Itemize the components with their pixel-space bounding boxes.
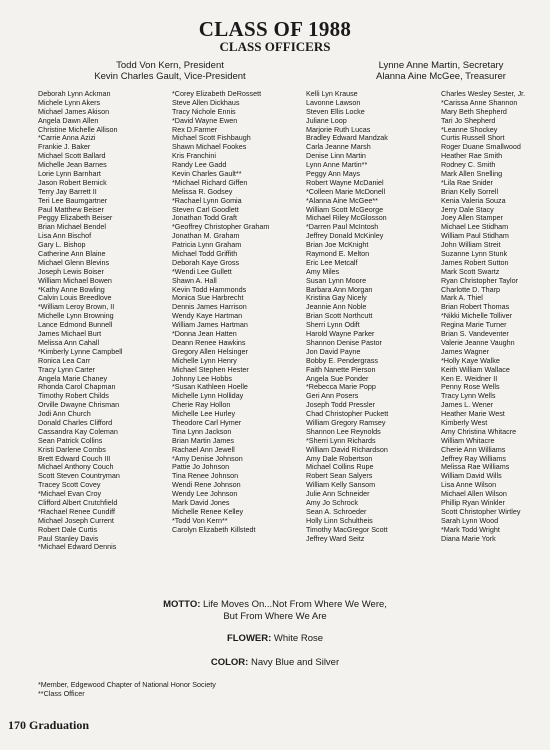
senior-name: Carolyn Elizabeth Killstedt <box>172 524 256 534</box>
senior-name: Amy Jo Schrock <box>306 497 358 507</box>
senior-name: Patricia Lynn Graham <box>172 240 242 250</box>
senior-name: Rodney C. Smith <box>441 160 496 170</box>
footnote-officer: **Class Officer <box>38 689 85 698</box>
senior-name: Charlotte D. Tharp <box>441 284 500 294</box>
senior-name: Barbara Ann Morgan <box>306 284 373 294</box>
senior-name: *Rachael Lynn Gomia <box>172 195 242 205</box>
senior-name: Jeffrey Ward Seitz <box>306 533 365 543</box>
senior-name: Lorie Lynn Barnhart <box>38 169 101 179</box>
senior-name: Pattie Jo Johnson <box>172 462 230 472</box>
senior-name: William Michael Bowen <box>38 275 112 285</box>
senior-name: *Darren Paul McIntosh <box>306 222 379 232</box>
senior-name: Regina Marie Turner <box>441 320 507 330</box>
officers-right <box>356 60 526 82</box>
senior-name: Raymond E. Melton <box>306 249 370 259</box>
senior-name: *Rebecca Marie Popp <box>306 382 376 392</box>
senior-name: Lynn Anne Martin** <box>306 160 368 170</box>
senior-name: Amy Miles <box>306 266 340 276</box>
senior-name: James L. Wener <box>441 400 494 410</box>
senior-name: Roger Duane Smallwood <box>441 142 521 152</box>
senior-name: Curtis Russell Short <box>441 133 505 143</box>
senior-name: Peggy Ann Mays <box>306 169 360 179</box>
senior-name: Paul Matthew Beiser <box>38 204 104 214</box>
senior-name: Geri Ann Posers <box>306 391 359 401</box>
senior-name: William Kelly Sansom <box>306 480 376 490</box>
senior-name: Peggy Elizabeth Beiser <box>38 213 113 223</box>
senior-name: Michael Lee Stidham <box>441 222 509 232</box>
senior-name: James Robert Sutton <box>441 257 509 267</box>
senior-name: Brian Michael Bendel <box>38 222 106 232</box>
senior-name: Joey Allen Stamper <box>441 213 503 223</box>
senior-name: Mark Scott Swartz <box>441 266 500 276</box>
senior-name: Marjorie Ruth Lucas <box>306 124 371 134</box>
senior-name: Brian Joe McKnight <box>306 240 369 250</box>
senior-name: Joseph Todd Pressler <box>306 400 375 410</box>
class-flower <box>0 633 550 644</box>
senior-name: Kelli Lyn Krause <box>306 89 358 98</box>
senior-name: Mark Allen Snelling <box>441 169 503 179</box>
senior-name: Kenia Valeria Souza <box>441 195 506 205</box>
senior-name: Tracy Lynn Carter <box>38 364 95 374</box>
senior-name: Jonathan M. Graham <box>172 231 240 241</box>
senior-name: Melissa Rae Williams <box>441 462 510 472</box>
senior-name: Melissa R. Godsey <box>172 186 233 196</box>
senior-name: John William Streit <box>441 240 501 250</box>
senior-name: Gary L. Bishop <box>38 240 86 250</box>
senior-name: Brian S. Vandeventer <box>441 329 509 339</box>
senior-name: Robert Dale Curtis <box>38 524 98 534</box>
flower-label: FLOWER: <box>226 633 272 644</box>
senior-name: *Nikki Michelle Tolliver <box>441 311 512 321</box>
senior-name: Jerry Dale Stacy <box>441 204 494 214</box>
class-motto <box>0 599 550 623</box>
senior-name: Steven Carl Goodlett <box>172 204 239 214</box>
senior-name: Brian Martin James <box>172 435 234 445</box>
senior-name: Clifford Albert Crutchfield <box>38 497 118 507</box>
officers-left <box>60 60 280 82</box>
senior-name: Teri Lee Baumgartner <box>38 195 108 205</box>
senior-name: *Susan Kathleen Hoelle <box>172 382 248 392</box>
senior-name: Jon David Payne <box>306 346 361 356</box>
senior-name: Eric Lee Metcalf <box>306 257 358 267</box>
senior-name: Juliane Loop <box>306 115 347 125</box>
senior-name: William Scott McGeorge <box>306 204 384 214</box>
senior-name: *Lila Rae Snider <box>441 177 493 187</box>
senior-name: Wendy Kaye Hartman <box>172 311 243 321</box>
senior-name: Charles Wesley Sester, Jr. <box>441 89 526 98</box>
senior-name: Jeffrey Donald McKinley <box>306 231 384 241</box>
senior-name: Deann Renee Hawkins <box>172 337 246 347</box>
senior-name: Frankie J. Baker <box>38 142 91 152</box>
senior-name: Lance Edmond Bunnell <box>38 320 113 330</box>
senior-name: Cherie Ray Hollon <box>172 400 231 410</box>
senior-name: Kristi Darlene Combs <box>38 444 106 454</box>
senior-name: *Holly Kaye Walke <box>441 355 500 365</box>
senior-name: Tracy Nichole Ennis <box>172 106 236 116</box>
senior-name: Heather Rae Smith <box>441 151 503 161</box>
senior-name: *Carrie Anna Azizi <box>38 133 96 143</box>
motto-line-1: Life Moves On...Not From Where We Were, <box>203 599 387 610</box>
senior-name: Suzanne Lynn Stunk <box>441 249 508 259</box>
senior-name: Jonathan Todd Graft <box>172 213 237 223</box>
senior-name: Susan Lynn Moore <box>306 275 367 285</box>
senior-name: Michael Glenn Blevins <box>38 257 110 267</box>
senior-name: Deborah Lynn Ackman <box>38 89 111 98</box>
senior-name: Michael Todd Griffith <box>172 249 238 259</box>
senior-name: Bradley Edward Mandzak <box>306 133 388 143</box>
senior-name: Michelle Lynn Browning <box>38 311 114 321</box>
senior-name: Melissa Ann Cahall <box>38 337 100 347</box>
senior-name: Paul Stanley Davis <box>38 533 99 543</box>
senior-name: *Alanna Aine McGee** <box>306 195 378 205</box>
senior-names <box>38 90 538 600</box>
senior-name: Michelle Renee Kelley <box>172 506 244 516</box>
senior-name: Lisa Anne Wilson <box>441 480 497 490</box>
senior-name: Sherri Lynn Odift <box>306 320 360 330</box>
officer-president: Todd Von Kern, President <box>116 60 224 71</box>
senior-name: Lisa Ann Bischof <box>38 231 92 241</box>
senior-name: Michael Stephen Hester <box>172 364 249 374</box>
senior-name: Calvin Louis Breedlove <box>38 293 112 303</box>
senior-name: Randy Lee Gadd <box>172 160 227 170</box>
senior-name: Sarah Lynn Wood <box>441 515 499 525</box>
officer-treasurer: Alanna Aine McGee, Treasurer <box>376 71 506 82</box>
senior-name: *Rachael Renee Cundiff <box>38 506 115 516</box>
footnote-nhs: *Member, Edgewood Chapter of National Honor Society <box>38 680 216 689</box>
senior-name: Michael Riley McGlosson <box>306 213 387 223</box>
senior-name: Michele Lynn Akers <box>38 97 101 107</box>
senior-name: Monica Sue Harbrecht <box>172 293 244 303</box>
senior-name: *Amy Denise Johnson <box>172 453 243 463</box>
senior-name: Heather Marie West <box>441 409 505 419</box>
senior-name: William David Richardson <box>306 444 388 454</box>
senior-name: Ken E. Weidner II <box>441 373 498 383</box>
senior-name: Cherie Ann Williams <box>441 444 506 454</box>
senior-name: Amy Christina Whitacre <box>441 426 517 436</box>
page-title: CLASS OF 1988 <box>198 17 352 41</box>
senior-name: Jodi Ann Church <box>38 409 91 419</box>
senior-name: Cassandra Kay Coleman <box>38 426 118 436</box>
class-color <box>0 657 550 668</box>
senior-name: Angela Marie Chaney <box>38 373 108 383</box>
senior-name: Shannon Denise Pastor <box>306 337 382 347</box>
senior-name: Brian Robert Thomas <box>441 302 510 312</box>
senior-name: Lavonne Lawson <box>306 97 361 107</box>
senior-name: Shawn Michael Fookes <box>172 142 247 152</box>
senior-name: Tracy Lynn Wells <box>441 391 496 401</box>
senior-name: Tina Renee Johnson <box>172 471 239 481</box>
senior-name: Gregory Allen Helsinger <box>172 346 248 356</box>
senior-name: Michelle Lynn Henry <box>172 355 237 365</box>
senior-name: Sean Patrick Collins <box>38 435 103 445</box>
senior-name: Wendy Lee Johnson <box>172 489 238 499</box>
senior-name: Rex D.Farmer <box>172 124 218 134</box>
senior-name: *Leanne Shockey <box>441 124 498 134</box>
senior-name: Jeannie Ann Noble <box>306 302 367 312</box>
senior-name: Scott Steven Countryman <box>38 471 120 481</box>
senior-name: *Kimberly Lynne Campbell <box>38 346 123 356</box>
senior-name: William Whitacre <box>441 435 495 445</box>
page-subtitle: CLASS OFFICERS <box>219 39 331 54</box>
names-column-2 <box>172 90 269 535</box>
senior-name: Michael Joseph Current <box>38 515 114 525</box>
senior-name: *Michael Richard Giffen <box>172 177 248 187</box>
senior-name: Chad Christopher Puckett <box>306 409 389 419</box>
senior-name: Jason Robert Bernick <box>38 177 107 187</box>
senior-name: *Michael Edward Dennis <box>38 542 117 552</box>
senior-name: Mark A. Thiel <box>441 293 483 303</box>
senior-name: Angela Dawn Allen <box>38 115 99 125</box>
senior-name: *David Wayne Ewen <box>172 115 238 125</box>
senior-name: *William Leroy Brown, II <box>38 302 115 312</box>
flower-value: White Rose <box>273 633 324 644</box>
senior-name: Brian Scott Northcutt <box>306 311 373 321</box>
senior-name: Robert Wayne McDaniel <box>306 177 384 187</box>
senior-name: Steven Ellis Locke <box>306 106 365 116</box>
color-value: Navy Blue and Silver <box>250 657 340 668</box>
senior-name: *Kathy Anne Bowling <box>38 284 105 294</box>
motto-label: MOTTO: <box>163 599 201 610</box>
senior-name: Christine Michelle Allison <box>38 124 118 134</box>
senior-name: Mary Beth Shepherd <box>441 106 507 116</box>
senior-name: Tina Lynn Jackson <box>172 426 232 436</box>
senior-name: Tracey Scott Covey <box>38 480 101 490</box>
senior-name: Michelle Lee Hurley <box>172 409 236 419</box>
senior-name: *Corey Elizabeth DeRossett <box>172 89 262 98</box>
senior-name: Brett Edward Couch III <box>38 453 111 463</box>
senior-name: *Wendi Lee Gullett <box>172 266 232 276</box>
senior-name: Michael Allen Wilson <box>441 489 507 499</box>
names-column-1 <box>38 90 122 552</box>
senior-name: Kevin Charles Gault** <box>172 169 242 179</box>
senior-name: Julie Ann Schneider <box>306 489 370 499</box>
senior-name: *Donna Jean Hatten <box>172 329 237 339</box>
senior-name: Rachael Ann Jewell <box>172 444 235 454</box>
senior-name: Deborah Kaye Gross <box>172 257 240 267</box>
senior-name: Michelle Jean Barnes <box>38 160 107 170</box>
senior-name: Brian Kelly Sorrell <box>441 186 499 196</box>
senior-name: Harold Wayne Parker <box>306 329 375 339</box>
senior-name: Michael Scott Ballard <box>38 151 106 161</box>
senior-name: Donald Charles Clifford <box>38 417 113 427</box>
senior-name: Diana Marie York <box>441 533 496 543</box>
senior-name: Sean A. Schroeder <box>306 506 367 516</box>
officer-vice-president: Kevin Charles Gault, Vice-President <box>94 71 246 82</box>
senior-name: Michael Collins Rupe <box>306 462 374 472</box>
senior-name: Theodore Carl Hymer <box>172 417 242 427</box>
senior-name: Robert Sean Salyers <box>306 471 373 481</box>
senior-name: William Gregory Ramsey <box>306 417 386 427</box>
senior-name: Michelle Lynn Holliday <box>172 391 244 401</box>
senior-name: Timothy MacGregor Scott <box>306 524 388 534</box>
color-label: COLOR: <box>210 657 249 668</box>
senior-name: Johnny Lee Hobbs <box>172 373 232 383</box>
senior-name: Kimberly West <box>441 417 488 427</box>
senior-name: Faith Nanette Pierson <box>306 364 376 374</box>
senior-name: Tari Jo Shepherd <box>441 115 496 125</box>
senior-name: Michael James Akison <box>38 106 110 116</box>
senior-name: Shannon Lee Reynolds <box>306 426 381 436</box>
senior-name: Ryan Christopher Taylor <box>441 275 518 285</box>
senior-name: Amy Dale Robertson <box>306 453 373 463</box>
senior-name: Catherine Ann Blaine <box>38 249 106 259</box>
page-footer: 170 Graduation <box>8 718 90 732</box>
senior-name: James Michael Burt <box>38 329 102 339</box>
senior-name: Timothy Robert Childs <box>38 391 109 401</box>
senior-name: Shawn A. Hall <box>172 275 217 285</box>
senior-name: Jeffrey Ray Williams <box>441 453 506 463</box>
senior-name: Dennis James Harrison <box>172 302 247 312</box>
senior-name: Kris Franchini <box>172 151 216 161</box>
senior-name: Angela Sue Ponder <box>306 373 369 383</box>
senior-name: Valerie Jeanne Vaughn <box>441 337 515 347</box>
senior-name: *Colleen Marie McDonell <box>306 186 386 196</box>
senior-name: Bobby E. Pendergrass <box>306 355 378 365</box>
senior-name: *Michael Evan Croy <box>38 489 102 499</box>
senior-name: Holly Linn Schultheis <box>306 515 373 525</box>
senior-name: Joseph Lewis Boiser <box>38 266 104 276</box>
senior-name: *Carissa Anne Shannon <box>441 97 518 107</box>
senior-name: Kristina Gay Nicely <box>306 293 367 303</box>
senior-name: Denise Linn Martin <box>306 151 366 161</box>
senior-name: Ronica Lea Carr <box>38 355 91 365</box>
senior-name: Kevin Todd Hammonds <box>172 284 247 294</box>
senior-name: Michael Anthony Couch <box>38 462 114 472</box>
senior-name: William Paul Stidham <box>441 231 509 241</box>
senior-name: *Mark Todd Wright <box>441 524 500 534</box>
senior-name: Michael Scott Fishbaugh <box>172 133 251 143</box>
senior-name: *Todd Von Kern** <box>172 515 228 525</box>
senior-name: Penny Rose Wells <box>441 382 500 392</box>
senior-name: James Wagner <box>441 346 490 356</box>
senior-name: *Sherri Lynn Richards <box>306 435 376 445</box>
senior-name: William James Hartman <box>172 320 248 330</box>
senior-name: Keith William Wallace <box>441 364 510 374</box>
senior-name: Carla Jeanne Marsh <box>306 142 371 152</box>
officer-secretary: Lynne Anne Martin, Secretary <box>378 60 504 71</box>
senior-name: Steve Allen Dickhaus <box>172 97 240 107</box>
senior-name: Scott Christopher Wirtley <box>441 506 521 516</box>
senior-name: Rhonda Carol Chapman <box>38 382 116 392</box>
senior-name: *Geoffrey Christopher Graham <box>172 222 270 232</box>
senior-name: Orville Dwayne Chrisman <box>38 400 120 410</box>
motto-line-2: But From Where We Are <box>223 611 327 622</box>
names-column-3 <box>306 90 388 543</box>
senior-name: Phillip Ryan Winkler <box>441 497 505 507</box>
senior-name: Mark David Jones <box>172 497 230 507</box>
senior-name: Terry Jay Barrett II <box>38 186 97 196</box>
footnotes <box>38 680 216 698</box>
names-column-4 <box>441 90 525 543</box>
senior-name: Wendi Rene Johnson <box>172 480 241 490</box>
senior-name: William David Wills <box>441 471 502 481</box>
